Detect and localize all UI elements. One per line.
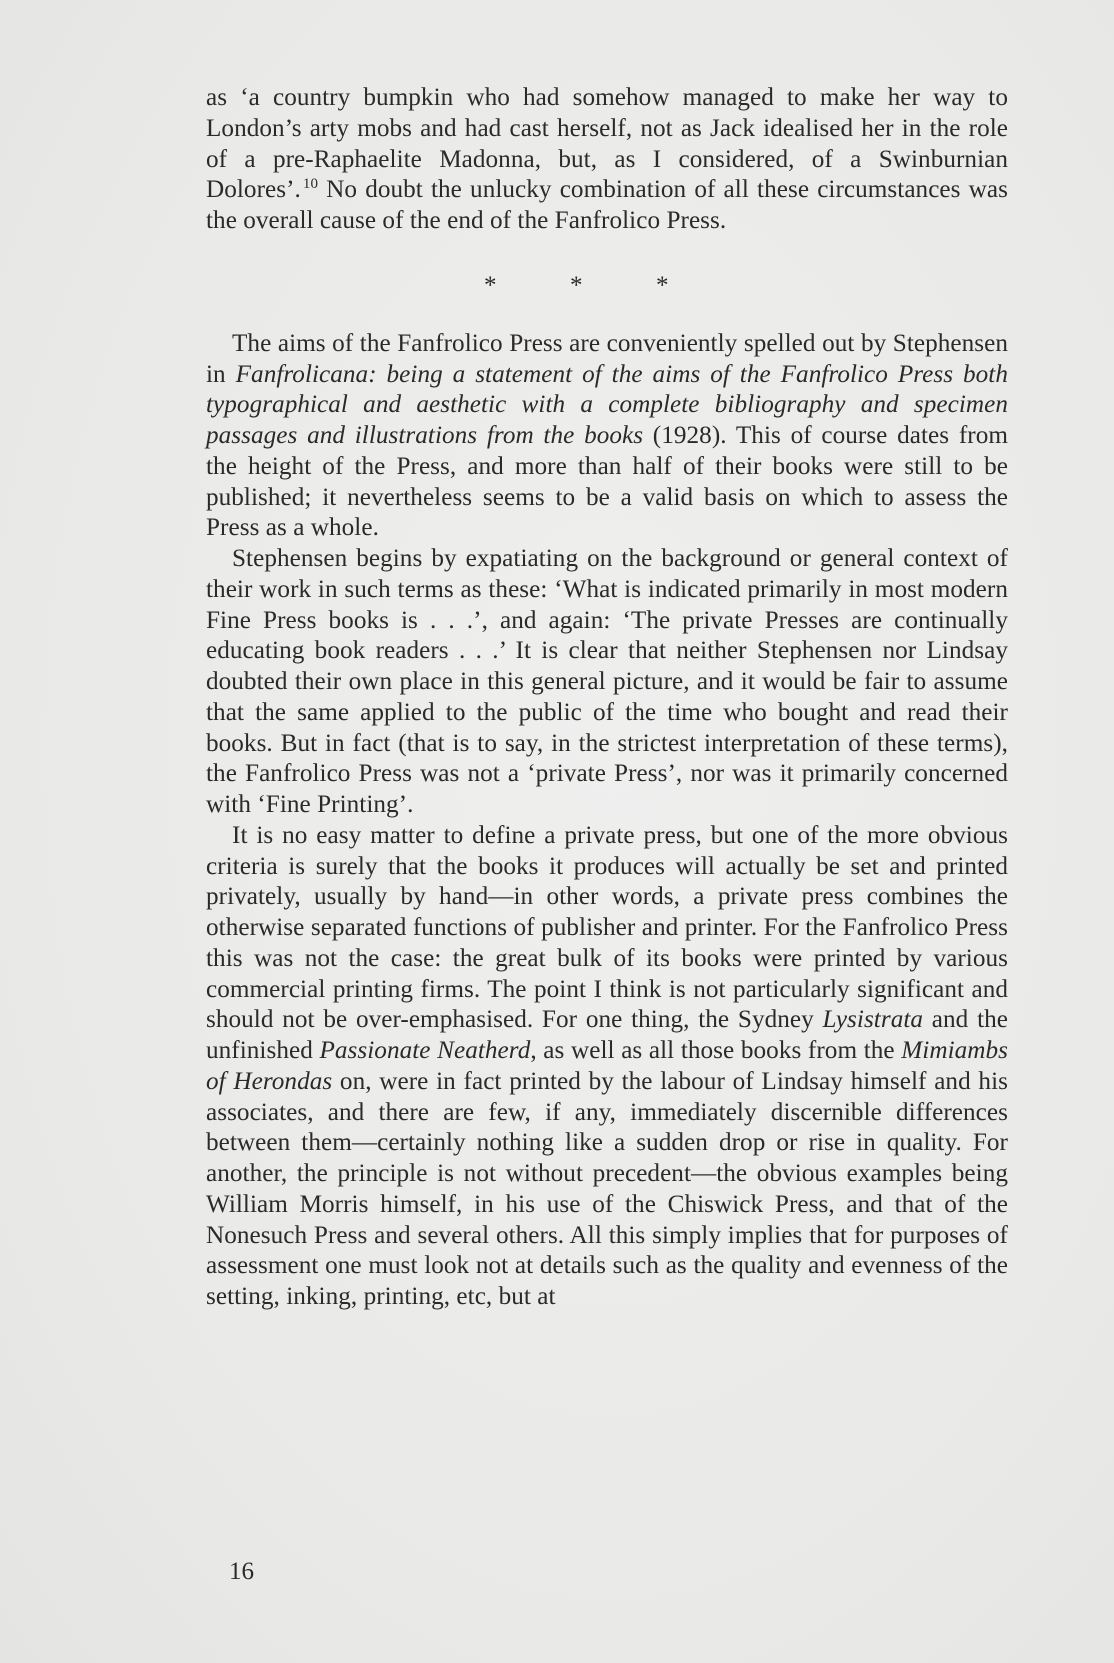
paragraph-text: No doubt the unlucky combination of all these circumstances was the overall cause of the end of the Fanfrolico Press. xyxy=(206,176,1008,234)
book-title: Fanfrolicana: being a statement of the aims of the Fanfrolico Press both typographical and aesthetic with a complete bibliography and specimen passages and illustrations from the books xyxy=(206,360,1009,449)
footnote-reference: 10 xyxy=(302,176,318,193)
paragraph-text: as ‘a country bumpkin who had somehow managed to make her way to London’s arty mobs and had cast herself, not as Jack idealised her in the role of a pre-Raphaelite Madonna, but, as I considered, of a Swinburnian Dolores’. xyxy=(206,84,1008,204)
book-title: Lysistrata xyxy=(822,1006,924,1034)
book-title: Passionate Neatherd xyxy=(319,1037,531,1064)
paragraph: Stephensen begins by expatiating on the background or general context of their work in such terms as these: ‘What is indicated primarily in most modern Fine Press books is . . .’, and again: ‘The private Presses are continually educating book readers . . .’ It is clear that neither Stephensen nor Lindsay doubted their own place in this general picture, and it would be fair to assume that the same applied to the public of the time who bought and read their books. But in fact (that is to say, in the strictest interpretation of these terms), the Fanfrolico Press was not a ‘private Press’, nor was it primarily concerned with ‘Fine Printing’. xyxy=(206,545,1008,818)
paragraph xyxy=(206,821,1008,1313)
asterism: * xyxy=(570,271,583,299)
book-title: Mimiambs of Herondas xyxy=(206,1037,1009,1095)
paragraph-text: , as well as all those books from the xyxy=(530,1037,902,1064)
paragraph-text: (1928). This of course dates from the height of the Press, and more than half of their books were still to be published; it nevertheless seems to be a valid basis on which to assess the Press as a whole. xyxy=(206,422,1009,542)
paragraph xyxy=(206,83,1008,237)
body-text xyxy=(206,83,1008,1313)
page-number: 16 xyxy=(229,1558,254,1585)
paragraph-text: on, were in fact printed by the labour of Lindsay himself and his associates, and there are few, if any, immediately discernible differences between them—certainly nothing like a sudden drop or rise in quality. For another, the principle is not without precedent—the obvious examples being William Morris himself, in his use of the Chiswick Press, and that of the Nonesuch Press and several others. All this simply implies that for purposes of assessment one must look not at details such as the quality and evenness of the setting, inking, printing, etc, but at xyxy=(206,1067,1008,1310)
paragraph-text: It is no easy matter to define a private press, but one of the more obvious criteria is surely that the books it produces will actually be set and printed privately, usually by hand—in other words, a private press combines the otherwise separated functions of publisher and printer. For the Fanfrolico Press this was not the case: the great bulk of its books were printed by various commercial printing firms. The point I think is not particularly significant and should not be over-emphasised. For one thing, the Sydney xyxy=(206,821,1008,1034)
paragraph-text: and the unfinished xyxy=(206,1006,1008,1064)
paragraph xyxy=(206,329,1008,544)
asterism: * xyxy=(656,271,669,299)
section-break xyxy=(206,237,1008,329)
paragraph-text: The aims of the Fanfrolico Press are conveniently spelled out by Stephensen in xyxy=(206,329,1008,388)
asterism: * xyxy=(484,271,497,299)
